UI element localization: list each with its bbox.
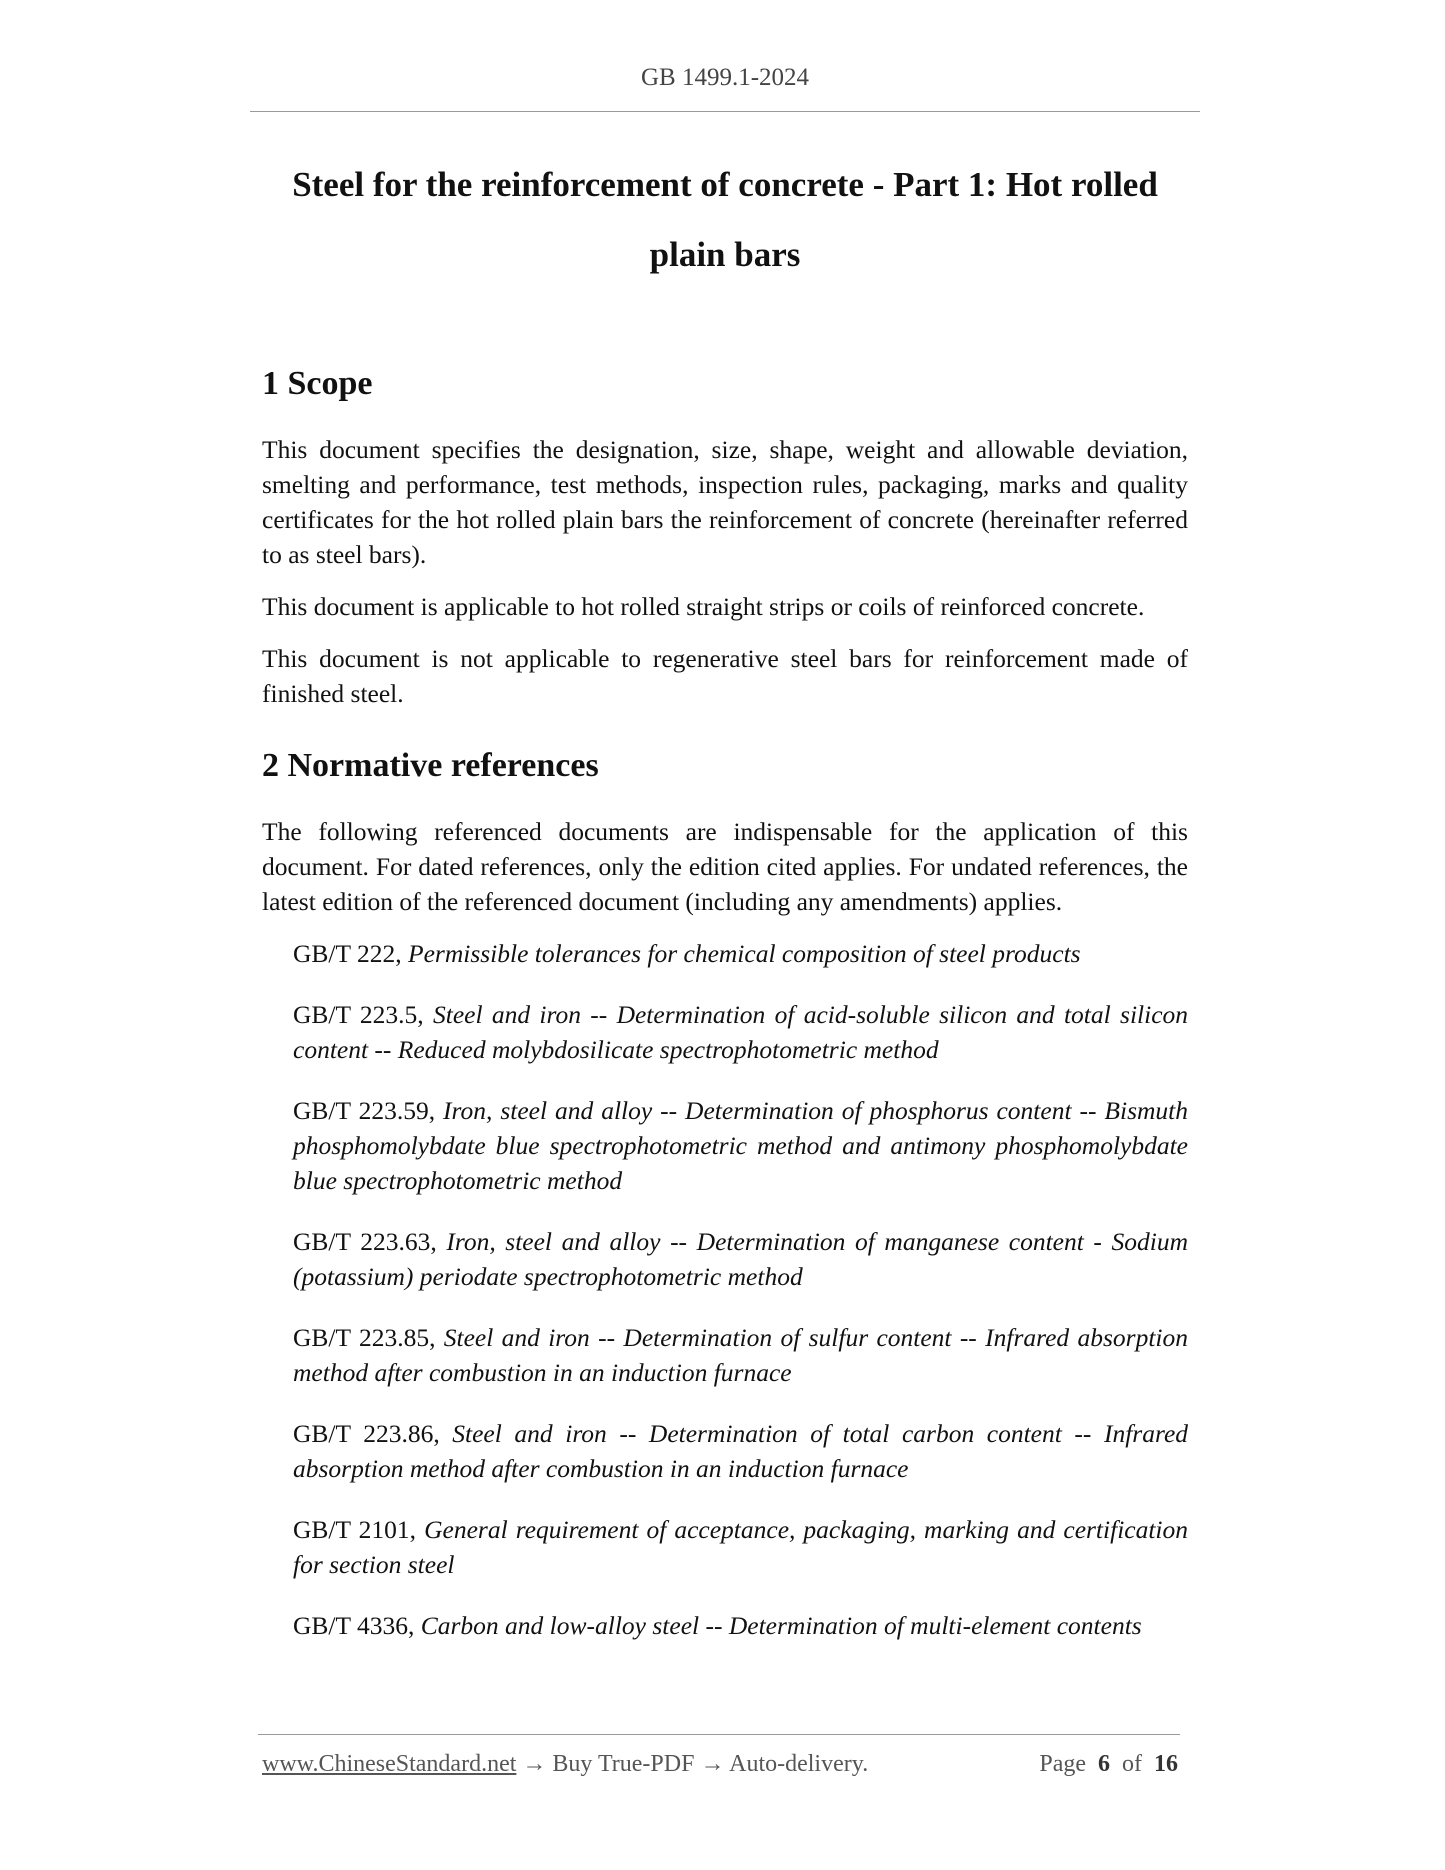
reference-list	[262, 936, 1188, 1643]
scope-paragraph-2: This document is applicable to hot rolled straight strips or coils of reinforced concrete.	[262, 592, 1145, 621]
reference-item	[262, 997, 1188, 1067]
reference-code: GB/T 223.5,	[293, 1000, 424, 1029]
reference-title: Steel and iron -- Determination of sulfur content -- Infrared absorption method after combustion in an induction furnace	[293, 1323, 1189, 1387]
reference-code: GB/T 223.86,	[293, 1419, 440, 1448]
footer-promo	[262, 1751, 868, 1778]
reference-title: General requirement of acceptance, packaging, marking and certification for section steel	[293, 1515, 1189, 1579]
reference-item	[262, 1224, 1188, 1294]
section-heading-normative-references: 2 Normative references	[262, 747, 599, 784]
reference-item	[262, 1512, 1188, 1582]
page-number	[1039, 1751, 1178, 1778]
page-of: of	[1122, 1751, 1142, 1777]
normative-intro-paragraph: The following referenced documents are indispensable for the application of this document. For dated references, only the edition cited applies. For undated references, the latest edition of the referenced document (including any amendments) applies.	[262, 817, 1188, 916]
reference-code: GB/T 4336,	[293, 1611, 415, 1640]
reference-title: Iron, steel and alloy -- Determination of manganese content - Sodium (potassium) periodate spectrophotometric method	[293, 1227, 1189, 1291]
site-link[interactable]: www.ChineseStandard.net	[262, 1751, 517, 1777]
title-line-1: Steel for the reinforcement of concrete - Part 1: Hot rolled	[292, 165, 1158, 204]
document-title	[262, 150, 1188, 290]
section-heading-scope: 1 Scope	[262, 365, 373, 402]
reference-item	[262, 936, 1188, 971]
reference-code: GB/T 223.59,	[293, 1096, 436, 1125]
page-current: 6	[1098, 1751, 1110, 1777]
page-label: Page	[1039, 1751, 1086, 1777]
reference-title: Steel and iron -- Determination of total carbon content -- Infrared absorption method after combustion in an induction furnace	[293, 1419, 1189, 1483]
title-line-2: plain bars	[649, 235, 801, 274]
header-divider	[250, 111, 1200, 112]
reference-title: Steel and iron -- Determination of acid-soluble silicon and total silicon content -- Reduced molybdosilicate spectrophotometric method	[293, 1000, 1189, 1064]
page-footer	[262, 1751, 1178, 1778]
reference-code: GB/T 223.85,	[293, 1323, 436, 1352]
footer-tagline: → Buy True-PDF → Auto-delivery.	[516, 1751, 869, 1777]
reference-code: GB/T 222,	[293, 939, 402, 968]
scope-paragraph-1: This document specifies the designation, size, shape, weight and allowable deviation, smelting and performance, test methods, inspection rules, packaging, marks and quality certificates for the hot rolled plain bars the reinforcement of concrete (hereinafter referred to as steel bars).	[262, 435, 1188, 569]
reference-code: GB/T 223.63,	[293, 1227, 437, 1256]
reference-item	[262, 1416, 1188, 1486]
page-total: 16	[1154, 1751, 1178, 1777]
reference-title: Permissible tolerances for chemical composition of steel products	[408, 939, 1081, 968]
reference-title: Carbon and low-alloy steel -- Determination of multi-element contents	[420, 1611, 1142, 1640]
document-body	[262, 356, 1188, 1643]
document-number-header: GB 1499.1-2024	[640, 64, 810, 91]
reference-item	[262, 1608, 1188, 1643]
scope-paragraph-3: This document is not applicable to regenerative steel bars for reinforcement made of finished steel.	[262, 644, 1188, 708]
reference-item	[262, 1093, 1188, 1198]
footer-divider	[258, 1734, 1180, 1735]
reference-title: Iron, steel and alloy -- Determination of phosphorus content -- Bismuth phosphomolybdate blue spectrophotometric method and antimony phosphomolybdate blue spectrophotometric method	[293, 1096, 1189, 1195]
reference-code: GB/T 2101,	[293, 1515, 417, 1544]
reference-item	[262, 1320, 1188, 1390]
